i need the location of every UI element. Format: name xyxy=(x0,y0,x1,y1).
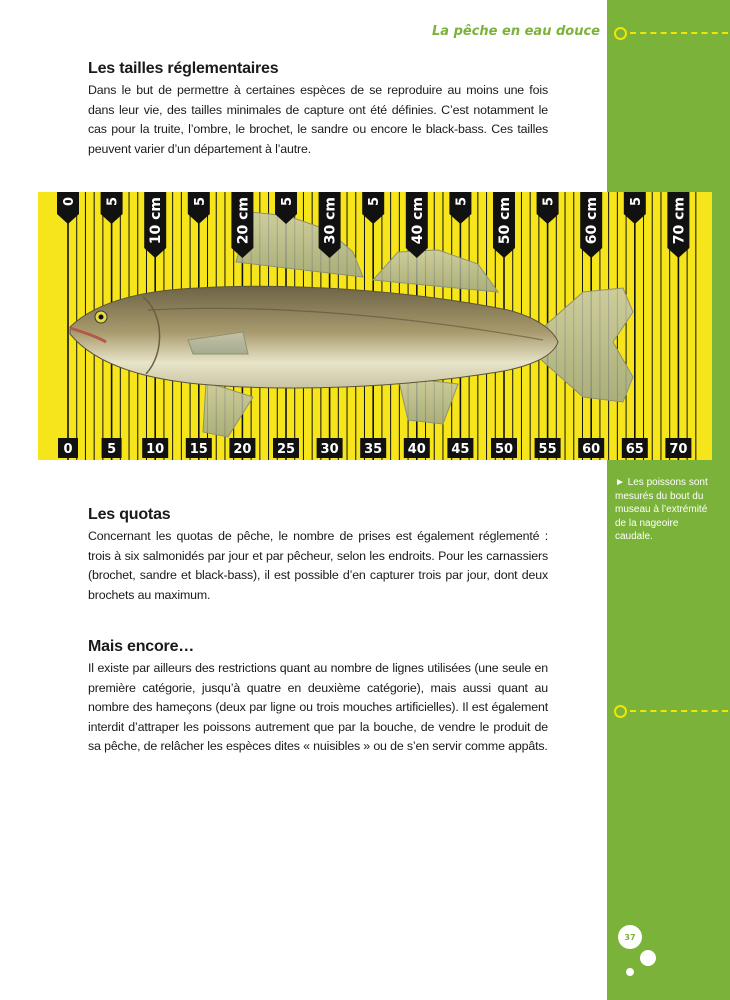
svg-text:45: 45 xyxy=(451,442,470,457)
section-title: Mais encore… xyxy=(88,638,195,655)
svg-text:60 cm: 60 cm xyxy=(584,197,601,245)
ruler-bottom-label xyxy=(665,438,691,458)
svg-text:5: 5 xyxy=(541,197,557,207)
svg-text:0: 0 xyxy=(62,197,77,207)
ruler-bottom-label xyxy=(622,438,648,458)
ruler-bottom-label xyxy=(58,438,78,458)
ruler-bottom-label xyxy=(491,438,517,458)
svg-text:5: 5 xyxy=(628,197,644,207)
svg-text:40 cm: 40 cm xyxy=(409,197,426,245)
svg-text:40: 40 xyxy=(407,442,426,457)
section-tailles xyxy=(88,60,548,159)
ruler-bottom-label xyxy=(317,438,343,458)
svg-text:70 cm: 70 cm xyxy=(671,197,688,245)
ruler-bottom-label xyxy=(273,438,299,458)
svg-text:60: 60 xyxy=(582,442,601,457)
section-mais-encore xyxy=(88,638,548,757)
svg-text:20 cm: 20 cm xyxy=(235,197,252,245)
dashed-divider xyxy=(630,710,728,712)
ruler-bottom-label xyxy=(229,438,255,458)
svg-text:10: 10 xyxy=(146,442,165,457)
svg-text:70: 70 xyxy=(669,442,688,457)
svg-text:5: 5 xyxy=(454,197,470,207)
ruler-top-label xyxy=(144,192,166,258)
ruler-bottom-label xyxy=(447,438,473,458)
svg-text:50 cm: 50 cm xyxy=(497,197,513,245)
decorative-bubble xyxy=(626,968,634,976)
ruler-bottom-label xyxy=(578,438,604,458)
ruler-bottom-label xyxy=(404,438,430,458)
running-head: La pêche en eau douce xyxy=(432,24,600,39)
ruler-top-label xyxy=(406,192,428,258)
ruler-top-label xyxy=(493,192,515,258)
svg-text:5: 5 xyxy=(192,197,208,207)
svg-text:25: 25 xyxy=(276,442,296,457)
section-body: Il existe par ailleurs des restrictions quant au nombre de lignes utilisées (une seule en première catégorie, jusqu’à quatre en deuxième catégorie), mais aussi quant au nombre des hameçons (deux par ligne ou trois mouches artificielles). Il est également interdit d’attraper les poissons autrement que par la bouche, de vendre le produit de sa pêche, de relâcher les espèces dites « nuisibles » ou de s’en servir comme appâts. xyxy=(88,661,548,753)
svg-text:50: 50 xyxy=(494,442,514,457)
ruler-bottom-label xyxy=(535,438,561,458)
svg-text:15: 15 xyxy=(189,442,208,457)
svg-text:5: 5 xyxy=(367,197,383,207)
ruler-bottom-label xyxy=(102,438,122,458)
bullet-ring-icon xyxy=(614,27,627,40)
ruler-top-label xyxy=(580,192,602,258)
decorative-bubble xyxy=(640,950,656,966)
svg-text:5: 5 xyxy=(107,442,117,457)
svg-text:0: 0 xyxy=(63,442,73,457)
svg-text:65: 65 xyxy=(625,442,644,457)
ruler-top-label xyxy=(231,192,253,258)
svg-text:30 cm: 30 cm xyxy=(322,197,339,245)
ruler-bottom-label xyxy=(142,438,168,458)
svg-text:35: 35 xyxy=(364,442,383,457)
section-body: Concernant les quotas de pêche, le nombre de prises est également réglementé : trois à six salmonidés par jour et par pêcheur, selon les endroits. Pour les carnassiers (brochet, sandre et black-bass), il est possible d’en capturer trois par jour, dont deux brochets au maximum. xyxy=(88,529,548,602)
dashed-divider xyxy=(630,32,728,34)
section-title: Les tailles réglementaires xyxy=(88,60,279,77)
ruler-top-label xyxy=(667,192,689,258)
section-body: Dans le but de permettre à certaines espèces de se reproduire au moins une fois dans leur vie, des tailles minimales de capture ont été définies. C’est notamment le cas pour la truite, l’ombre, le brochet, le sandre ou encore le black-bass. Ces tailles peuvent varier d’un département à l’autre. xyxy=(88,83,548,156)
measuring-ruler-figure xyxy=(38,192,712,460)
bullet-ring-icon xyxy=(614,705,627,718)
svg-text:5: 5 xyxy=(105,197,121,207)
section-title: Les quotas xyxy=(88,506,171,523)
ruler-illustration xyxy=(38,192,712,460)
svg-text:10 cm: 10 cm xyxy=(148,197,165,245)
svg-text:55: 55 xyxy=(538,442,557,457)
section-quotas xyxy=(88,506,548,605)
svg-text:5: 5 xyxy=(280,197,295,207)
svg-text:20: 20 xyxy=(233,442,252,457)
ruler-bottom-label xyxy=(186,438,212,458)
ruler-top-label xyxy=(319,192,341,258)
ruler-bottom-label xyxy=(360,438,386,458)
page-number: 37 xyxy=(618,925,642,949)
svg-text:30: 30 xyxy=(320,442,339,457)
figure-caption: ► Les poissons sont mesurés du bout du museau à l’extrémité de la nageoire caudale. xyxy=(615,477,708,542)
